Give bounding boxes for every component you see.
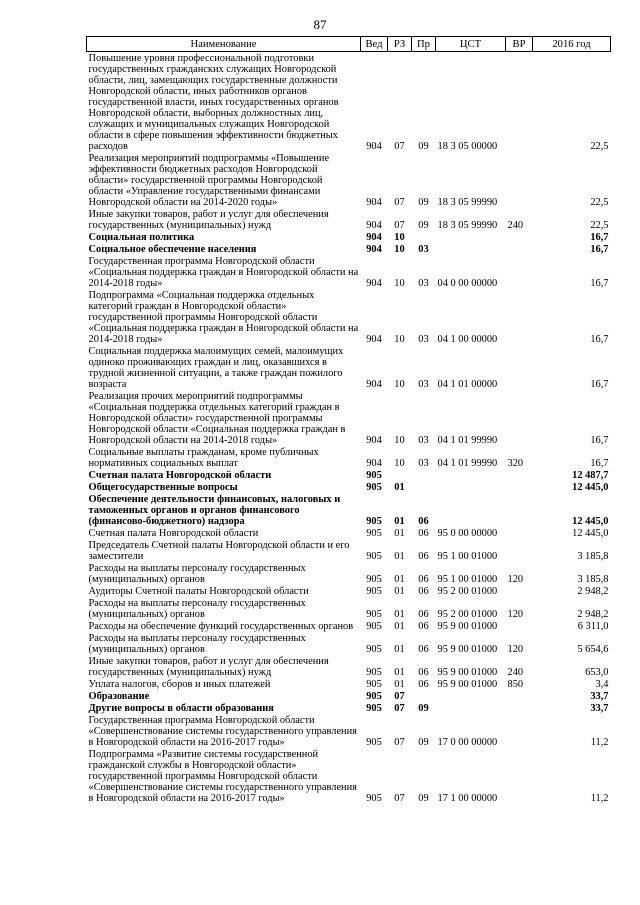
dept-code: 905 bbox=[366, 703, 382, 714]
section-code: 01 bbox=[394, 516, 405, 527]
section-code: 07 bbox=[394, 220, 405, 231]
target-article-code: 18 3 05 00000 bbox=[437, 141, 498, 152]
item-name: Социальные выплаты гражданам, кроме публичных нормативных социальных выплат bbox=[88, 447, 319, 469]
target-article-code: 95 1 00 01000 bbox=[437, 551, 498, 562]
amount-2016: 3 185,8 bbox=[577, 551, 609, 562]
table-row bbox=[87, 585, 611, 597]
target-article-code bbox=[436, 243, 506, 255]
target-article-code: 95 1 00 01000 bbox=[437, 574, 498, 585]
table-row bbox=[87, 493, 611, 527]
item-name: Председатель Счетной палаты Новгородской области и его заместители bbox=[88, 540, 350, 562]
section-code: 10 bbox=[394, 435, 405, 446]
amount-2016: 33,7 bbox=[590, 691, 609, 702]
table-row bbox=[87, 255, 611, 289]
expense-type-code bbox=[506, 527, 533, 539]
dept-code: 904 bbox=[366, 232, 382, 243]
item-name: Уплата налогов, сборов и иных платежей bbox=[88, 679, 271, 690]
subsection-code: 06 bbox=[418, 586, 429, 597]
section-code: 07 bbox=[394, 141, 405, 152]
amount-2016: 5 654,6 bbox=[577, 644, 609, 655]
header-amount: 2016 год bbox=[533, 37, 611, 52]
section-code: 10 bbox=[394, 232, 405, 243]
header-name: Наименование bbox=[87, 37, 361, 52]
item-name: Реализация мероприятий подпрограммы «Повышение эффективности бюджетных расходов Новгородской области» государственной программы Новгородской области «Управление государственными финансами Новгородской области на 2014-2020 годы» bbox=[88, 153, 330, 208]
section-code: 01 bbox=[394, 644, 405, 655]
section-code: 10 bbox=[394, 278, 405, 289]
subsection-code: 06 bbox=[418, 574, 429, 585]
item-name: Подпрограмма «Развитие системы государственной гражданской службы в Новгородской области» государственной программы Новгородской области «Совершенствование системы государственного управления в Новгородской области на 2016-2017 годы» bbox=[88, 749, 357, 804]
subsection-code bbox=[412, 231, 436, 243]
dept-code: 904 bbox=[366, 435, 382, 446]
subsection-code: 06 bbox=[418, 528, 429, 539]
expense-type-code bbox=[506, 493, 533, 527]
amount-2016: 16,7 bbox=[590, 334, 609, 345]
item-name: Социальное обеспечение населения bbox=[88, 244, 257, 255]
table-row bbox=[87, 152, 611, 208]
subsection-code: 03 bbox=[418, 278, 429, 289]
dept-code: 904 bbox=[366, 220, 382, 231]
subsection-code: 03 bbox=[418, 244, 429, 255]
table-row bbox=[87, 208, 611, 231]
table-row bbox=[87, 527, 611, 539]
target-article-code: 95 9 00 01000 bbox=[437, 667, 498, 678]
table-header-row bbox=[87, 37, 611, 52]
expense-type-code bbox=[506, 231, 533, 243]
section-code: 07 bbox=[394, 737, 405, 748]
expense-type-code bbox=[506, 481, 533, 493]
section-code: 01 bbox=[394, 574, 405, 585]
section-code: 01 bbox=[394, 609, 405, 620]
amount-2016: 12 445,0 bbox=[572, 516, 609, 527]
target-article-code: 17 1 00 00000 bbox=[437, 793, 498, 804]
expense-type-code bbox=[506, 620, 533, 632]
dept-code: 904 bbox=[366, 197, 382, 208]
dept-code: 904 bbox=[366, 278, 382, 289]
dept-code: 905 bbox=[366, 667, 382, 678]
dept-code: 905 bbox=[366, 679, 382, 690]
dept-code: 905 bbox=[366, 470, 382, 481]
target-article-code: 95 2 00 01000 bbox=[437, 586, 498, 597]
table-row bbox=[87, 231, 611, 243]
target-article-code: 95 9 00 01000 bbox=[437, 679, 498, 690]
expense-type-code bbox=[506, 152, 533, 208]
section-code: 10 bbox=[394, 334, 405, 345]
amount-2016: 12 487,7 bbox=[572, 470, 609, 481]
table-row bbox=[87, 678, 611, 690]
table-body bbox=[87, 52, 611, 805]
amount-2016: 22,5 bbox=[590, 141, 609, 152]
amount-2016: 22,5 bbox=[590, 220, 609, 231]
subsection-code: 06 bbox=[418, 609, 429, 620]
subsection-code: 03 bbox=[418, 458, 429, 469]
amount-2016: 3,4 bbox=[595, 679, 609, 690]
expense-type-code: 320 bbox=[507, 458, 524, 469]
subsection-code: 09 bbox=[418, 793, 429, 804]
dept-code: 905 bbox=[366, 551, 382, 562]
item-name: Счетная палата Новгородской области bbox=[88, 470, 272, 481]
section-code: 07 bbox=[394, 793, 405, 804]
item-name: Расходы на выплаты персоналу государственных (муниципальных) органов bbox=[88, 633, 306, 655]
amount-2016: 12 445,0 bbox=[572, 528, 609, 539]
expense-type-code bbox=[506, 390, 533, 446]
table-row bbox=[87, 655, 611, 678]
subsection-code: 06 bbox=[418, 667, 429, 678]
amount-2016: 16,7 bbox=[590, 244, 609, 255]
target-article-code: 04 1 00 00000 bbox=[437, 334, 498, 345]
dept-code: 905 bbox=[366, 691, 382, 702]
item-name: Общегосударственные вопросы bbox=[88, 482, 238, 493]
section-code: 01 bbox=[394, 482, 405, 493]
amount-2016: 3 185,8 bbox=[577, 574, 609, 585]
dept-code: 905 bbox=[366, 644, 382, 655]
expense-type-code bbox=[506, 469, 533, 481]
subsection-code: 09 bbox=[418, 141, 429, 152]
amount-2016: 11,2 bbox=[590, 737, 609, 748]
item-name: Расходы на выплаты персоналу государственных (муниципальных) органов bbox=[88, 598, 306, 620]
amount-2016: 16,7 bbox=[590, 278, 609, 289]
subsection-code: 03 bbox=[418, 334, 429, 345]
section-code: 01 bbox=[394, 586, 405, 597]
expense-type-code bbox=[506, 748, 533, 804]
amount-2016: 12 445,0 bbox=[572, 482, 609, 493]
section-code: 07 bbox=[394, 197, 405, 208]
amount-2016: 11,2 bbox=[590, 793, 609, 804]
amount-2016: 2 948,2 bbox=[577, 586, 609, 597]
expense-type-code: 120 bbox=[507, 574, 524, 585]
item-name: Счетная палата Новгородской области bbox=[88, 528, 259, 539]
section-code: 01 bbox=[394, 528, 405, 539]
table-row bbox=[87, 748, 611, 804]
expense-type-code bbox=[506, 345, 533, 390]
expense-type-code bbox=[506, 289, 533, 345]
section-code bbox=[388, 469, 412, 481]
header-pr: Пр bbox=[412, 37, 436, 52]
dept-code: 905 bbox=[366, 793, 382, 804]
subsection-code: 06 bbox=[418, 679, 429, 690]
dept-code: 905 bbox=[366, 609, 382, 620]
table-row bbox=[87, 702, 611, 714]
amount-2016: 653,0 bbox=[585, 667, 609, 678]
subsection-code bbox=[412, 469, 436, 481]
item-name: Расходы на выплаты персоналу государственных (муниципальных) органов bbox=[88, 563, 306, 585]
target-article-code: 95 2 00 01000 bbox=[437, 609, 498, 620]
target-article-code: 18 3 05 99990 bbox=[437, 220, 498, 231]
subsection-code: 09 bbox=[418, 220, 429, 231]
table-row bbox=[87, 632, 611, 655]
header-rz: РЗ bbox=[388, 37, 412, 52]
subsection-code: 09 bbox=[418, 703, 429, 714]
section-code: 07 bbox=[394, 703, 405, 714]
target-article-code bbox=[436, 481, 506, 493]
target-article-code: 04 1 01 99990 bbox=[437, 435, 498, 446]
subsection-code: 06 bbox=[418, 621, 429, 632]
expense-type-code bbox=[506, 714, 533, 748]
item-name: Социальная политика bbox=[88, 232, 195, 243]
table-row bbox=[87, 597, 611, 620]
dept-code: 905 bbox=[366, 574, 382, 585]
item-name: Государственная программа Новгородской области «Совершенствование системы государственного управления в Новгородской области на 2016-2017 годы» bbox=[88, 715, 357, 748]
dept-code: 905 bbox=[366, 516, 382, 527]
item-name: Иные закупки товаров, работ и услуг для обеспечения государственных (муниципальных) нужд bbox=[88, 209, 329, 231]
amount-2016: 6 311,0 bbox=[577, 621, 609, 632]
amount-2016: 16,7 bbox=[590, 379, 609, 390]
expense-type-code bbox=[506, 243, 533, 255]
header-vr: ВР bbox=[506, 37, 533, 52]
budget-table bbox=[86, 36, 611, 804]
dept-code: 905 bbox=[366, 737, 382, 748]
item-name: Аудиторы Счетной палаты Новгородской области bbox=[88, 586, 309, 597]
target-article-code bbox=[436, 469, 506, 481]
table-row bbox=[87, 52, 611, 153]
section-code: 07 bbox=[394, 691, 405, 702]
subsection-code: 06 bbox=[418, 644, 429, 655]
expense-type-code: 850 bbox=[507, 679, 524, 690]
dept-code: 905 bbox=[366, 482, 382, 493]
expense-type-code bbox=[506, 702, 533, 714]
table-row bbox=[87, 243, 611, 255]
dept-code: 905 bbox=[366, 586, 382, 597]
target-article-code: 04 1 01 00000 bbox=[437, 379, 498, 390]
item-name: Иные закупки товаров, работ и услуг для обеспечения государственных (муниципальных) нужд bbox=[88, 656, 329, 678]
item-name: Реализация прочих мероприятий подпрограммы «Социальная поддержка отдельных категорий граждан в Новгородской области» государственной программы Новгородской области «Социальная поддержка граждан в Новгородской области на 2014-2018 годы» bbox=[88, 391, 346, 446]
subsection-code: 06 bbox=[418, 516, 429, 527]
section-code: 01 bbox=[394, 679, 405, 690]
item-name: Другие вопросы в области образования bbox=[88, 703, 274, 714]
subsection-code: 06 bbox=[418, 551, 429, 562]
dept-code: 904 bbox=[366, 244, 382, 255]
dept-code: 905 bbox=[366, 528, 382, 539]
header-ved: Вед bbox=[361, 37, 388, 52]
target-article-code: 17 0 00 00000 bbox=[437, 737, 498, 748]
subsection-code: 03 bbox=[418, 435, 429, 446]
table-row bbox=[87, 690, 611, 702]
section-code: 10 bbox=[394, 379, 405, 390]
target-article-code bbox=[436, 493, 506, 527]
expense-type-code bbox=[506, 690, 533, 702]
amount-2016: 16,7 bbox=[590, 232, 609, 243]
page-number: 87 bbox=[313, 17, 327, 32]
item-name: Государственная программа Новгородской области «Социальная поддержка граждан в Новгородской области на 2014-2018 годы» bbox=[88, 256, 359, 289]
target-article-code: 95 9 00 01000 bbox=[437, 644, 498, 655]
expense-type-code bbox=[506, 585, 533, 597]
dept-code: 904 bbox=[366, 379, 382, 390]
section-code: 10 bbox=[394, 244, 405, 255]
amount-2016: 16,7 bbox=[590, 435, 609, 446]
item-name: Повышение уровня профессиональной подготовки государственных гражданских служащих Новгородской области, лиц, замещающих государственные должности Новгородской области, иных работников органов государственной власти, иных государственных органов Новгородской области, выборных должностных лиц, служащих и муниципальных служащих Новгородской области в сфере повышения эффективности бюджетных расходов bbox=[88, 53, 339, 152]
dept-code: 905 bbox=[366, 621, 382, 632]
section-code: 01 bbox=[394, 667, 405, 678]
amount-2016: 33,7 bbox=[590, 703, 609, 714]
dept-code: 904 bbox=[366, 334, 382, 345]
item-name: Социальная поддержка малоимущих семей, малоимущих одиноко проживающих граждан и лиц, оказавшихся в трудной жизненной ситуации, а также граждан пожилого возраста bbox=[88, 346, 344, 390]
target-article-code bbox=[436, 231, 506, 243]
table-row bbox=[87, 390, 611, 446]
section-code: 01 bbox=[394, 551, 405, 562]
table-row bbox=[87, 620, 611, 632]
target-article-code: 95 0 00 00000 bbox=[437, 528, 498, 539]
expense-type-code bbox=[506, 255, 533, 289]
expense-type-code: 240 bbox=[507, 667, 524, 678]
section-code: 10 bbox=[394, 458, 405, 469]
amount-2016: 16,7 bbox=[590, 458, 609, 469]
table-row bbox=[87, 539, 611, 562]
item-name: Подпрограмма «Социальная поддержка отдельных категорий граждан в Новгородской области» государственной программы Новгородской области «Социальная поддержка граждан в Новгородской области на 2014-2018 годы» bbox=[88, 290, 359, 345]
amount-2016: 2 948,2 bbox=[577, 609, 609, 620]
item-name: Расходы на обеспечение функций государственных органов bbox=[88, 621, 354, 632]
expense-type-code bbox=[506, 52, 533, 153]
dept-code: 904 bbox=[366, 458, 382, 469]
header-cst: ЦСТ bbox=[436, 37, 506, 52]
table-row bbox=[87, 345, 611, 390]
target-article-code bbox=[436, 690, 506, 702]
target-article-code: 95 9 00 01000 bbox=[437, 621, 498, 632]
table-row bbox=[87, 562, 611, 585]
subsection-code: 09 bbox=[418, 197, 429, 208]
subsection-code bbox=[412, 481, 436, 493]
target-article-code: 04 0 00 00000 bbox=[437, 278, 498, 289]
item-name: Образование bbox=[88, 691, 150, 702]
target-article-code: 04 1 01 99990 bbox=[437, 458, 498, 469]
dept-code: 904 bbox=[366, 141, 382, 152]
subsection-code: 03 bbox=[418, 379, 429, 390]
subsection-code bbox=[412, 690, 436, 702]
table-row bbox=[87, 714, 611, 748]
expense-type-code: 120 bbox=[507, 644, 524, 655]
target-article-code: 18 3 05 99990 bbox=[437, 197, 498, 208]
table-row bbox=[87, 446, 611, 469]
item-name: Обеспечение деятельности финансовых, налоговых и таможенных органов и органов финансового (финансово-бюджетного) надзора bbox=[88, 494, 341, 527]
expense-type-code bbox=[506, 539, 533, 562]
table-row bbox=[87, 481, 611, 493]
amount-2016: 22,5 bbox=[590, 197, 609, 208]
section-code: 01 bbox=[394, 621, 405, 632]
subsection-code: 09 bbox=[418, 737, 429, 748]
table-row bbox=[87, 289, 611, 345]
target-article-code bbox=[436, 702, 506, 714]
table-row bbox=[87, 469, 611, 481]
expense-type-code: 120 bbox=[507, 609, 524, 620]
expense-type-code: 240 bbox=[507, 220, 524, 231]
